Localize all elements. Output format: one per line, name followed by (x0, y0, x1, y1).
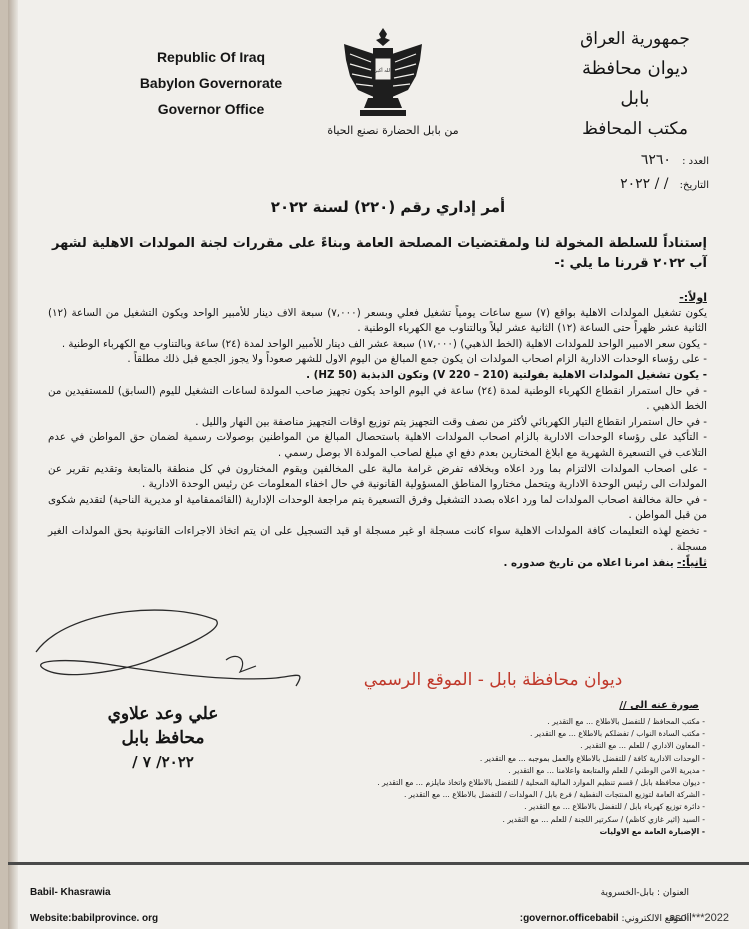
number-label: العدد : (682, 156, 709, 167)
signer-name: علي وعد علاوي (107, 704, 219, 724)
footer-email: governor.officebabil: (519, 913, 619, 924)
body-paragraph: - يكون تشغيل المولدات الاهلية بفولتية (210 – 220 V) وتكون الذبذبة (HZ 50) . (306, 368, 707, 381)
footer-email-label: الموقع الالكتروني: (621, 914, 689, 924)
footer-website: Website:babilprovince. org (30, 913, 159, 924)
order-intro: إستناداً للسلطة المخولة لنا ولمقتضيات المصلحة العامة وبناءً على مقررات لجنة المولدات الاهلية لشهر آب ٢٠٢٢ قررنا ما يلي :- (52, 236, 707, 271)
body-paragraph: - في حال استمرار انقطاع التيار الكهربائي لأكثر من نصف وقت التجهيز يتم توزيع اوقات التجهيز مناصفة بين النهار والليل . (195, 415, 707, 428)
second-heading: ثانياً:- (677, 556, 707, 570)
cc-item: - المعاون الاداري / للعلم ... مع التقدير . (580, 741, 705, 751)
footer-address: Babil- Khasrawia (30, 887, 111, 898)
cc-item: - مكتب السادة النواب / تفضلكم بالاطلاع ... مع التقدير . (530, 729, 705, 739)
signature-block (68, 702, 258, 774)
body-paragraph: - يكون سعر الامبير الواحد للمولدات الاهلية (الخط الذهبي) (١٧,٠٠٠) سبعة عشر الف دينار للأمبير الواحد لمدة (٢٤) ساعة وبالتناوب مع الكهرباء الوطنية . (61, 337, 707, 350)
cc-item: - الوحدات الادارية كافة / للتفضل بالاطلاع والعمل بموجبه ... مع التقدير . (479, 753, 705, 763)
cc-item: - مكتب المحافظ / للتفضل بالاطلاع ... مع التقدير . (547, 717, 705, 726)
footer-address-ar: العنوان : بابل-الخسروية (600, 888, 689, 898)
cc-item: - ديوان محافظة بابل / قسم تنظيم الموارد المالية المحلية / للتفضل بالاطلاع واتخاذ مايلزم ... مع التقدير . (377, 778, 705, 788)
cc-list (285, 716, 705, 838)
body-paragraph: - على اصحاب المولدات الالتزام بما ورد اعلاه وبخلافه تفرض غرامة مالية على المخالفين ويقوم المختارون في كل منطقة بالمتابعة وتقديم تقرير عن المولدات الى رئيس الوحدة الادارية ويتحمل مختاروا المناطق المسؤولية القانونية في حال اخفاء المعلومات عن رئيس الوحدة الادارية . (48, 462, 707, 491)
header-ar-line-1: جمهورية العراق (580, 29, 690, 49)
cc-item: - الشركة العامة لتوزيع المنتجات النفطية / فرع بابل / المولدات / للتفضل بالاطلاع ... مع التقدير . (403, 790, 705, 800)
order-body (48, 290, 707, 572)
body-paragraph: - تخضع لهذه التعليمات كافة المولدات الاهلية سواء كانت مسجلة او غير مسجلة او قيد التسجيل على ان يتم اتخاذ الاجراءات القانونية بحق المولدات الغير مسجلة . (48, 524, 707, 553)
number-value: ٦٢٦٠ (640, 152, 671, 168)
body-paragraph: يكون تشغيل المولدات الاهلية بواقع (٧) سبع ساعات يومياً تشغيل فعلي وبسعر (٧,٠٠٠) سبعة الاف دينار للأمبير الواحد ويكون التشغيل من الساعة (١٢) الثانية عشر ظهراً حتى الساعة (١٢) الثانية عشر ليلاً وبالتناوب مع الكهرباء الوطنية . (48, 306, 707, 335)
body-paragraph: - التأكيد على رؤساء الوحدات الادارية بالزام اصحاب المولدات الاهلية باستحصال المبالغ من المواطنين بوصولات رسمية لضمان حق المواطن في عدم التلاعب في التسعيرة الشهرية مع ابلاغ المختارين بعدم دفع اي مبلغ لصاحب المولدة الا بوصل رسمي . (48, 431, 707, 459)
footer-arabic (520, 880, 689, 929)
signer-position: محافظ بابل (121, 728, 205, 748)
body-paragraph: - في حال استمرار انقطاع الكهرباء الوطنية لمدة (٢٤) ساعة في اليوم الواحد يكون تجهيز صاحب المولدة لساعات التشغيل لليوم (السابق) للمستفيدين من الخط الذهبي . (48, 384, 707, 413)
footer-divider (8, 862, 749, 865)
document-page (8, 0, 749, 929)
cc-title: صورة عنه الى // (619, 700, 699, 711)
date-label: التاريخ: (679, 180, 709, 191)
second-text: ينفذ امرنا اعلاه من تاريخ صدوره . (503, 557, 674, 570)
emblem-text: الله أكبر (374, 68, 392, 74)
header-ar-line-3: مكتب المحافظ (582, 119, 688, 139)
header-ar-line-2: ديوان محافظة بابل (581, 58, 689, 109)
motto: من بابل الحضارة نصنع الحياة (327, 124, 459, 137)
header-en-line-1: Republic Of Iraq (156, 49, 266, 65)
second-section (48, 555, 707, 572)
eagle-emblem-icon (338, 24, 428, 120)
header-arabic (565, 24, 705, 144)
order-title: أمر إداري رقم (٢٢٠) لسنة ٢٠٢٢ (270, 198, 506, 216)
footer-email-line (520, 906, 689, 929)
document-date (620, 176, 709, 192)
cc-item: - الإضبارة العامة مع الاوليات (599, 826, 705, 836)
header-english (126, 44, 296, 122)
header-en-line-2: Babylon Governorate (139, 75, 283, 91)
document-number (641, 152, 709, 168)
cc-item: - السيد (اثير غازي كاظم) / سكرتير اللجنة / للعلم ... مع التقدير . (502, 814, 705, 824)
body-paragraph: - في حالة مخالفة اصحاب المولدات لما ورد اعلاه بصدد التشغيل وفرق التسعيرة يتم مراجعة الوحدات الإدارية (القائممقامية او مديرية الناحية) لتقديم شكوى من قبل المواطن . (48, 493, 707, 522)
footer-code: asoil***2022 (669, 912, 729, 924)
cc-item: - مديرية الامن الوطني / للعلم والمتابعة واعلامنا ... مع التقدير . (508, 765, 705, 775)
cc-item: - دائرة توزيع كهرباء بابل / للتفضل بالاطلاع ... مع التقدير . (524, 802, 705, 812)
page-edge-shadow (8, 0, 18, 929)
header-en-line-3: Governor Office (157, 101, 265, 117)
body-paragraph: - على رؤساء الوحدات الادارية الزام اصحاب المولدات ان يكون جمع المبالغ من اليوم الاول للشهر صعوداً ولا يجوز الجمع قبل ذلك مطلقاً . (127, 353, 707, 366)
signature-date: ٢٠٢٢/ ٧ / (132, 753, 194, 771)
date-value: / / ٢٠٢٢ (620, 176, 669, 192)
official-site-watermark: ديوان محافظة بابل - الموقع الرسمي (363, 670, 623, 690)
first-heading: اولاً:- (679, 291, 707, 304)
footer-english (30, 880, 158, 929)
